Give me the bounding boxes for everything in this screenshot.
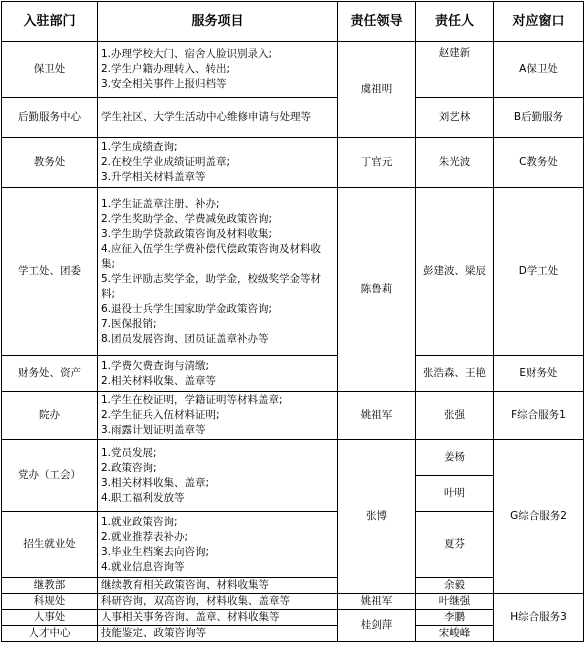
person-cell: 朱光波 — [416, 138, 494, 188]
person-cell: 夏芬 — [416, 512, 494, 578]
window-cell: G综合服务2 — [494, 440, 584, 594]
leader-cell: 桂剑萍 — [338, 610, 416, 642]
person-cell: 叶继强 — [416, 594, 494, 610]
window-cell: B后勤服务 — [494, 98, 584, 138]
table-row — [2, 392, 584, 440]
service-line: 8.团员发展咨询、团员证盖章补办等 — [101, 332, 269, 345]
service-line: 1.办理学校大门、宿舍人脸识别录入; — [101, 48, 273, 60]
leader-cell: 丁官元 — [338, 138, 416, 188]
service-line: 2.在校生学业成绩证明盖章; — [101, 156, 231, 168]
dept-cell: 人事处 — [2, 610, 98, 626]
table-row — [2, 98, 584, 138]
header-row — [2, 2, 584, 42]
services-cell — [98, 578, 338, 594]
dept-cell: 院办 — [2, 392, 98, 440]
services-cell — [98, 610, 338, 626]
window-cell: F综合服务1 — [494, 392, 584, 440]
service-line: 继续教育相关政策咨询、材料收集等 — [101, 579, 269, 591]
leader-cell: 姚祖军 — [338, 392, 416, 440]
dept-cell: 后勤服务中心 — [2, 98, 98, 138]
person-cell: 赵建新 — [416, 42, 494, 98]
person-cell: 李鹏 — [416, 610, 494, 626]
service-line: 1.学费欠费查询与清缴; — [101, 359, 210, 372]
service-line: 1.学生证盖章注册、补办; — [101, 197, 220, 210]
table-row — [2, 356, 584, 392]
person-cell: 张强 — [416, 392, 494, 440]
person-cell: 彭建波、梁辰 — [416, 188, 494, 356]
dept-cell: 继教部 — [2, 578, 98, 594]
window-cell: D学工处 — [494, 188, 584, 356]
service-line: 3.毕业生档案去向咨询; — [101, 545, 210, 558]
person-cell: 宋峻峰 — [416, 626, 494, 642]
header-services: 服务项目 — [98, 2, 338, 42]
service-line: 1.学生在校证明，学籍证明等材料盖章; — [101, 394, 283, 406]
service-line: 2.政策咨询; — [101, 461, 157, 474]
leader-cell: 姚祖军 — [338, 594, 416, 610]
service-line: 2.相关材料收集、盖章等 — [101, 374, 217, 387]
dept-cell: 科规处 — [2, 594, 98, 610]
service-line: 3.升学相关材料盖章等 — [101, 171, 206, 183]
table-row — [2, 594, 584, 610]
service-line: 3.雨露计划证明盖章等 — [101, 424, 206, 436]
dept-cell: 党办（工会） — [2, 440, 98, 512]
service-line: 2.就业推荐表补办; — [101, 530, 189, 543]
service-table — [1, 1, 584, 642]
header-dept: 入驻部门 — [2, 2, 98, 42]
services-cell — [98, 42, 338, 98]
table-row — [2, 188, 584, 356]
service-line: 1.学生成绩查询; — [101, 141, 178, 153]
services-cell — [98, 392, 338, 440]
table-row — [2, 138, 584, 188]
dept-cell: 学工处、团委 — [2, 188, 98, 356]
person-cell: 姜杨 — [416, 440, 494, 476]
dept-cell: 人才中心 — [2, 626, 98, 642]
table-row — [2, 440, 584, 476]
leader-cell: 陈鲁莉 — [338, 188, 416, 392]
service-line: 4.就业信息咨询等 — [101, 560, 185, 573]
dept-cell: 保卫处 — [2, 42, 98, 98]
service-line: 1.党员发展; — [101, 446, 157, 459]
service-line: 人事相关事务咨询、盖章、材料收集等 — [101, 611, 280, 623]
service-line: 4.应征入伍学生学费补偿代偿政策咨询及材料收集; — [101, 242, 322, 270]
header-leader: 责任领导 — [338, 2, 416, 42]
dept-cell: 财务处、资产 — [2, 356, 98, 392]
services-cell — [98, 98, 338, 138]
window-cell: E财务处 — [494, 356, 584, 392]
service-line: 3.学生助学贷款政策咨询及材料收集; — [101, 227, 273, 240]
header-window: 对应窗口 — [494, 2, 584, 42]
service-line: 4.职工福利发放等 — [101, 491, 185, 504]
service-line: 学生社区、大学生活动中心维修申请与处理等 — [101, 111, 311, 123]
dept-cell: 教务处 — [2, 138, 98, 188]
person-cell: 张浩森、王艳 — [416, 356, 494, 392]
service-line: 技能鉴定、政策咨询等 — [101, 627, 206, 639]
window-cell: H综合服务3 — [494, 594, 584, 642]
leader-cell: 张博 — [338, 440, 416, 594]
service-line: 7.医保报销; — [101, 317, 157, 330]
service-line: 2.学生户籍办理转入、转出; — [101, 63, 231, 75]
dept-cell: 招生就业处 — [2, 512, 98, 578]
services-cell — [98, 356, 338, 392]
person-cell: 刘艺林 — [416, 98, 494, 138]
services-cell — [98, 188, 338, 356]
table-row — [2, 42, 584, 98]
service-line: 科研咨询，双高咨询，材料收集、盖章等 — [101, 595, 290, 607]
services-cell — [98, 138, 338, 188]
service-line: 3.相关材料收集、盖章; — [101, 476, 210, 489]
services-cell — [98, 594, 338, 610]
service-line: 5.学生评励志奖学金，助学金，校级奖学金等材料; — [101, 272, 322, 300]
leader-cell: 虞祖明 — [338, 42, 416, 138]
service-line: 6.退役士兵学生国家助学金政策咨询; — [101, 302, 273, 315]
window-cell: C教务处 — [494, 138, 584, 188]
window-cell: A保卫处 — [494, 42, 584, 98]
services-cell — [98, 440, 338, 512]
person-cell: 余毅 — [416, 578, 494, 594]
service-line: 2.学生奖助学金、学费减免政策咨询; — [101, 212, 273, 225]
person-cell: 叶明 — [416, 476, 494, 512]
service-line: 1.就业政策咨询; — [101, 515, 178, 528]
service-line: 2.学生征兵入伍材料证明; — [101, 409, 220, 421]
header-person: 责任人 — [416, 2, 494, 42]
service-line: 3.安全相关事件上报归档等 — [101, 78, 227, 90]
services-cell — [98, 626, 338, 642]
services-cell — [98, 512, 338, 578]
